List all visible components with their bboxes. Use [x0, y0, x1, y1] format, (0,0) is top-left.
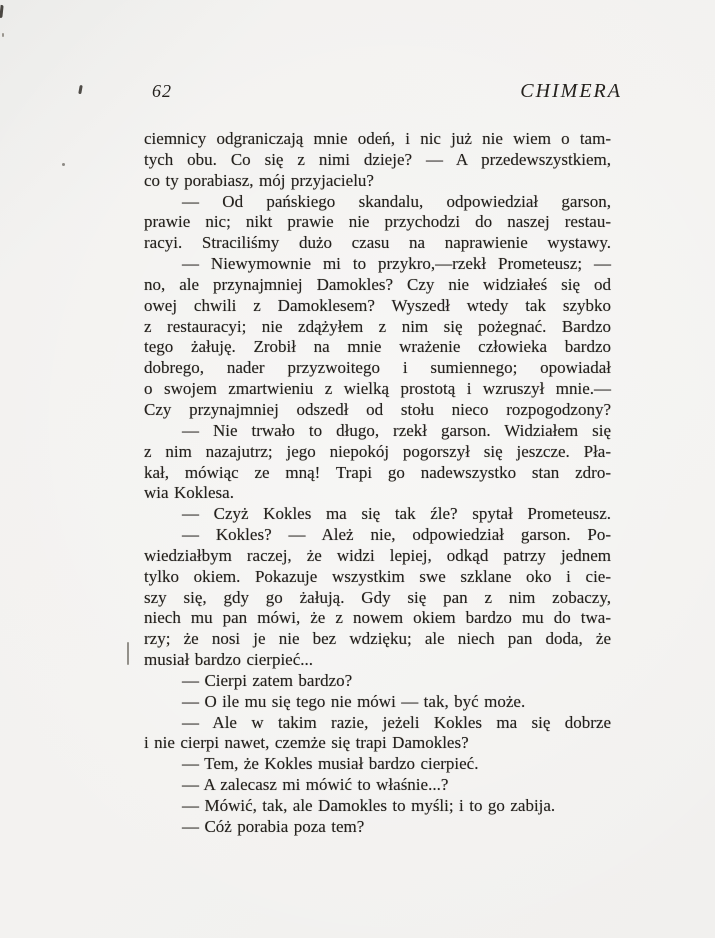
text-line: o swojem zmartwieniu z wielką prostotą i wzruszył mnie.—: [144, 379, 611, 399]
text-line: tego żałuję. Zrobił na mnie wrażenie człowieka bardzo: [144, 337, 611, 357]
text-line: musiał bardzo cierpieć...: [144, 650, 314, 670]
text-line: — Kokles? — Ależ nie, odpowiedział garson. Po-: [182, 525, 611, 545]
text-line: owej chwili z Damoklesem? Wyszedł wtedy tak szybko: [144, 295, 611, 315]
text-line: ciemnicy odgraniczają mnie odeń, i nic już nie wiem o tam-: [144, 129, 611, 148]
text-line: — Nie trwało to długo, rzekł garson. Widziałem się: [182, 420, 611, 440]
scan-corner-mark-artifact: [0, 5, 4, 18]
text-line: — Od pańskiego skandalu, odpowiedział garson,: [182, 191, 611, 211]
page-number: 62: [152, 81, 172, 101]
text-line: — Tem, że Kokles musiał bardzo cierpieć.: [182, 754, 479, 774]
text-line: — Ale w takim razie, jeżeli Kokles ma się dobrze: [182, 712, 611, 732]
journal-title: CHIMERA: [520, 80, 622, 102]
text-line: szy się, gdy go żałują. Gdy się pan z nim zobaczy,: [144, 587, 611, 607]
page-text: [144, 129, 611, 838]
text-line: rzy; że nosi je nie bez wdzięku; ale niech pan doda, że: [144, 629, 611, 649]
text-line: Czy przynajmniej odszedł od stołu nieco rozpogodzony?: [144, 399, 611, 419]
text-line: wiedziałbym raczej, że widzi lepiej, odkąd patrzy jednem: [144, 545, 611, 565]
text-line: dobrego, nader przyzwoitego i sumiennego; opowiadał: [144, 358, 611, 378]
text-line: — Niewymownie mi to przykro,—rzekł Prometeusz; —: [182, 254, 611, 274]
text-line: — A zalecasz mi mówić to właśnie...?: [182, 775, 449, 795]
text-line: wia Koklesa.: [144, 483, 234, 503]
text-line: kał, mówiąc ze mną! Trapi go nadewszystko stan zdro-: [144, 462, 611, 482]
text-line: no, ale przynajmniej Damokles? Czy nie widziałeś się od: [144, 274, 611, 294]
text-line: co ty porabiasz, mój przyjacielu?: [144, 170, 374, 190]
scan-edge-speck-artifact: [2, 33, 4, 37]
text-line: i nie cierpi nawet, czemże się trapi Damokles?: [144, 733, 469, 753]
scan-stray-stroke-artifact: [127, 642, 129, 665]
text-line: prawie nic; nikt prawie nie przychodzi do naszej restau-: [144, 212, 611, 232]
text-line: — Cierpi zatem bardzo?: [182, 670, 353, 690]
running-head: [144, 80, 622, 103]
text-line: z restauracyi; nie zdążyłem z nim się pożegnać. Bardzo: [144, 316, 611, 336]
text-line: niech mu pan mówi, że z nowem okiem bardzo mu do twa-: [144, 608, 611, 628]
scan-dot-speck-artifact: [62, 163, 65, 166]
text-line: racyi. Straciliśmy dużo czasu na naprawienie wystawy.: [144, 233, 611, 253]
text-line: — O ile mu się tego nie mówi — tak, być może.: [182, 691, 526, 711]
text-line: z nim nazajutrz; jego niepokój pogorszył się jeszcze. Pła-: [144, 441, 611, 461]
text-line: — Czyż Kokles ma się tak źle? spytał Prometeusz.: [182, 504, 611, 524]
text-line: tylko okiem. Pokazuje wszystkim swe szklane oko i cie-: [144, 566, 611, 586]
text-line: tych obu. Co się z nimi dzieje? — A przedewszystkiem,: [144, 149, 611, 169]
scan-apostrophe-artifact: [78, 85, 82, 94]
text-line: — Mówić, tak, ale Damokles to myśli; i to go zabija.: [182, 796, 556, 815]
text-line: — Cóż porabia poza tem?: [182, 816, 365, 836]
